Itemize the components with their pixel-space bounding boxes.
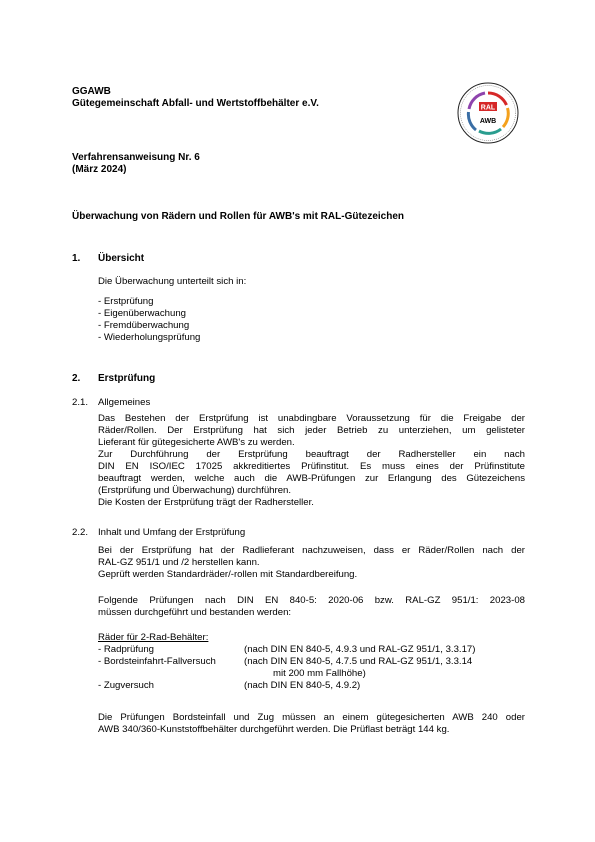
seal-awb-text: AWB [479,118,497,125]
procedure-number: Verfahrensanweisung Nr. 6 [72,152,200,163]
subsection-2-2-number: 2.2. [72,527,89,538]
document-title: Überwachung von Rädern und Rollen für AWB's mit RAL-Gütezeichen [72,211,405,222]
test-name: - Zugversuch [98,680,154,691]
subsection-2-2-line: RAL-GZ 951/1 und /2 herstellen kann. [98,557,260,568]
test-reference: (nach DIN EN 840-5, 4.7.5 und RAL-GZ 951/1, 3.3.14 [244,656,473,667]
subsection-2-2-line: müssen durchgeführt und bestanden werden: [98,607,292,618]
section-1-list-item: - Wiederholungsprüfung [98,332,201,343]
subsection-2-1-line: DIN EN ISO/IEC 17025 akkreditiertes Prüfinstitut. Es muss eines der Prüfinstitute [98,461,525,472]
subsection-2-1-line: (Erstprüfung und Überwachung) durchführen. [98,485,292,496]
test-reference-continuation: mit 200 mm Fallhöhe) [273,668,366,679]
subsection-2-1-line: Die Kosten der Erstprüfung trägt der Radhersteller. [98,497,314,508]
subsection-2-2-line: Geprüft werden Standardräder/-rollen mit Standardbereifung. [98,569,358,580]
subsection-2-1-line: Zur Durchführung der Erstprüfung beauftragt der Radhersteller ein nach [98,449,525,460]
ral-quality-seal-logo [457,82,519,144]
test-reference: (nach DIN EN 840-5, 4.9.3 und RAL-GZ 951/1, 3.3.17) [244,644,476,655]
subsection-2-1-heading: Allgemeines [98,397,151,408]
test-name: - Radprüfung [98,644,154,655]
subsection-2-1-line: Räder/Rollen. Der Erstprüfung hat sich jeder Betrieb zu unterziehen, um gelisteter [98,425,525,436]
org-short-name: GGAWB [72,86,111,97]
subsection-2-1-line: beauftragt werden, welche auch die AWB-Prüfungen zur Erlangung des Gütezeichens [98,473,525,484]
test-reference: (nach DIN EN 840-5, 4.9.2) [244,680,361,691]
subsection-2-2-line: AWB 340/360-Kunststoffbehälter durchgeführt werden. Die Prüflast beträgt 144 kg. [98,724,450,735]
procedure-date: (März 2024) [72,164,127,175]
section-2-heading: Erstprüfung [98,373,156,384]
subsection-2-1-number: 2.1. [72,397,89,408]
subsection-2-2-line: Folgende Prüfungen nach DIN EN 840-5: 2020-06 bzw. RAL-GZ 951/1: 2023-08 [98,595,525,606]
seal-ral-text: RAL [480,104,496,112]
org-full-name: Gütegemeinschaft Abfall- und Wertstoffbehälter e.V. [72,98,319,109]
section-2-number: 2. [72,373,81,384]
subsection-2-2-line: Bei der Erstprüfung hat der Radlieferant nachzuweisen, dass er Räder/Rollen nach der [98,545,525,556]
section-1-heading: Übersicht [98,253,145,264]
subsection-2-1-line: Das Bestehen der Erstprüfung ist unabdingbare Voraussetzung für die Freigabe der [98,413,525,424]
subsection-2-1-line: Lieferant für gütegesicherte AWB's zu werden. [98,437,295,448]
wheel-tests-title: Räder für 2-Rad-Behälter: [98,632,209,643]
section-1-list-item: - Eigenüberwachung [98,308,187,319]
test-name: - Bordsteinfahrt-Fallversuch [98,656,216,667]
section-1-intro: Die Überwachung unterteilt sich in: [98,276,247,287]
section-1-list-item: - Erstprüfung [98,296,154,307]
section-1-list-item: - Fremdüberwachung [98,320,190,331]
subsection-2-2-heading: Inhalt und Umfang der Erstprüfung [98,527,246,538]
subsection-2-2-line: Die Prüfungen Bordsteinfall und Zug müssen an einem gütegesicherten AWB 240 oder [98,712,525,723]
section-1-number: 1. [72,253,81,264]
